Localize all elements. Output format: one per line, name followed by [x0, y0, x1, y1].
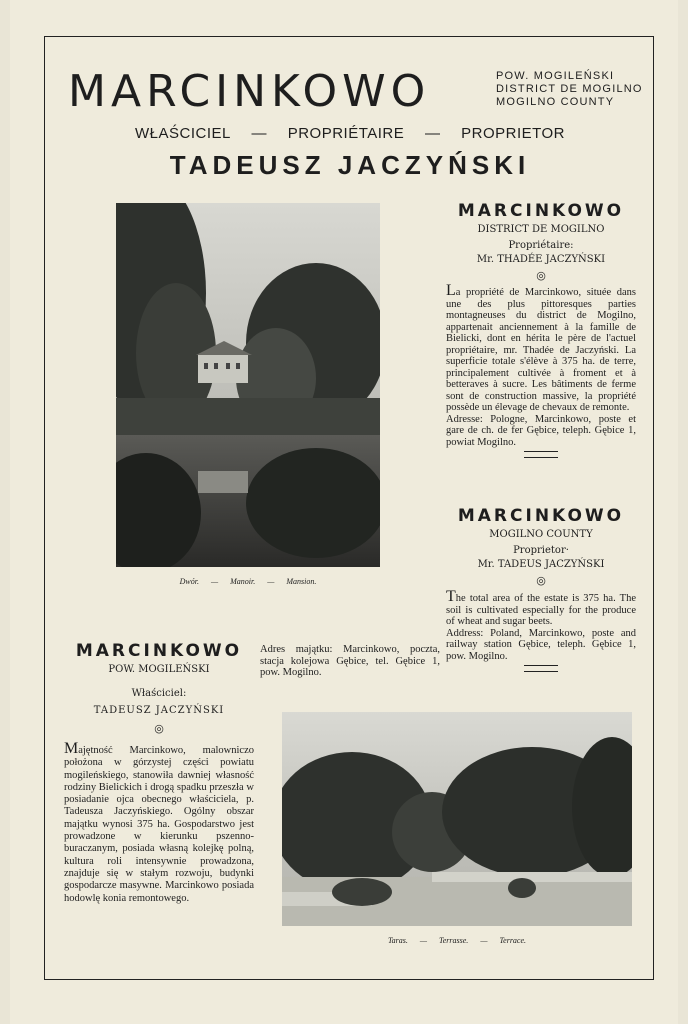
drop-cap: M	[64, 740, 79, 757]
french-section	[446, 201, 636, 458]
drop-cap: T	[446, 588, 456, 605]
english-address: Address: Poland, Marcinkowo, poste and railway station Gębice, teleph. Gębice 1, pow. Mogilno.	[446, 627, 636, 662]
english-district: MOGILNO COUNTY	[489, 529, 593, 540]
french-text: a propriété de Marcinkowo, située dans une des plus pittoresques parties montagneuses du district de Mogilno, appartenait anciennement à la famille de Bielicki, dont en hérita le père de l'actuel propriétaire, mr. Thadée de Jaczyński. La superficie totale s'élève à 375 ha. de terre, principalement cultivée à froment et à betteraves à sucre. Les bâtiments de ferme sont de construction massive, la propriété possède un élevage de chevaux de remonte.	[446, 287, 636, 413]
terrace-caption	[282, 936, 632, 945]
page-title: MARCINKOWO	[68, 66, 431, 117]
french-district: DISTRICT DE MOGILNO	[477, 224, 605, 235]
ornament-icon: ◎	[536, 574, 546, 587]
caption-en: Terrace.	[499, 936, 527, 945]
caption-pl: Dwór.	[179, 577, 199, 586]
ornament-icon: ◎	[154, 722, 164, 735]
polish-title: MARCINKOWO	[75, 641, 243, 661]
polish-paragraph	[64, 740, 254, 905]
polish-owner-label: Właściciel:	[131, 688, 187, 699]
polish-address: Adres majątku: Marcinkowo, poczta, stacja kolejowa Gębice, tel. Gębice 1, pow. Mogilno.	[260, 644, 440, 678]
county-line-pl: POW. MOGILEŃSKI	[496, 70, 615, 82]
section-divider	[524, 451, 558, 458]
english-paragraph	[446, 588, 636, 628]
french-address: Adresse: Pologne, Marcinkowo, poste et gare de ch. de fer Gębice, teleph. Gębice 1, powiat Mogilno.	[446, 413, 636, 448]
french-title: MARCINKOWO	[457, 201, 625, 221]
caption-fr: Terrasse.	[439, 936, 469, 945]
caption-dash: —	[267, 577, 275, 586]
ornament-icon: ◎	[536, 269, 546, 282]
section-divider	[524, 665, 558, 672]
polish-text: ajętność Marcinkowo, malowniczo położona w górzystej części powiatu mogileńskiego, stanowiła dawniej własność rodziny Bielickich i drogą spadku przeszła w posiadanie ojca obecnego właściciela, p. Tadeusza Jaczyńskiego. Ogólny obszar majątku wynosi 375 ha. Gospodarstwo jest prowadzone w kierunku pszenno-buraczanym, posiada własną kolejkę polną, kultura roli intensywnie prowadzona, znajduje się w stałym rozwoju, budynki gospodarcze masywne. Marcinkowo posiada hodowlę konia remontowego.	[64, 745, 254, 904]
french-paragraph	[446, 282, 636, 414]
caption-pl: Taras.	[387, 936, 408, 945]
french-owner: Mr. THADÉE JACZYŃSKI	[476, 254, 606, 265]
caption-en: Mansion.	[286, 577, 317, 586]
english-section	[446, 506, 636, 672]
caption-dash: —	[419, 936, 428, 945]
county-line-en: MOGILNO COUNTY	[496, 96, 615, 108]
dash-separator: —	[251, 125, 268, 142]
caption-dash: —	[210, 577, 219, 586]
drop-cap: L	[446, 282, 456, 299]
dash-separator: —	[424, 125, 441, 142]
english-owner-label: Proprietor·	[513, 545, 569, 556]
mansion-caption	[116, 577, 380, 586]
owner-label-en: PROPRIETOR	[461, 125, 566, 142]
polish-owner: TADEUSZ JACZYŃSKI	[93, 705, 225, 716]
caption-dash: —	[480, 936, 488, 945]
polish-district: POW. MOGILEŃSKI	[108, 664, 210, 675]
mansion-photo	[116, 203, 380, 567]
county-line-fr: DISTRICT DE MOGILNO	[496, 83, 643, 95]
terrace-photo	[282, 712, 632, 926]
owner-label-fr: PROPRIÉTAIRE	[287, 125, 405, 142]
caption-fr: Manoir.	[230, 577, 256, 586]
owner-label-pl: WŁAŚCICIEL	[134, 125, 231, 142]
french-owner-label: Propriétaire:	[508, 240, 574, 251]
english-owner: Mr. TADEUS JACZYŃSKI	[477, 559, 605, 570]
owner-labels	[50, 125, 650, 142]
owner-name: TADEUSZ JACZYŃSKI	[169, 150, 531, 180]
english-text: he total area of the estate is 375 ha. The soil is cultivated especially for the produce of wheat and sugar beets.	[446, 593, 636, 627]
english-title: MARCINKOWO	[457, 506, 625, 526]
polish-section	[64, 641, 254, 905]
